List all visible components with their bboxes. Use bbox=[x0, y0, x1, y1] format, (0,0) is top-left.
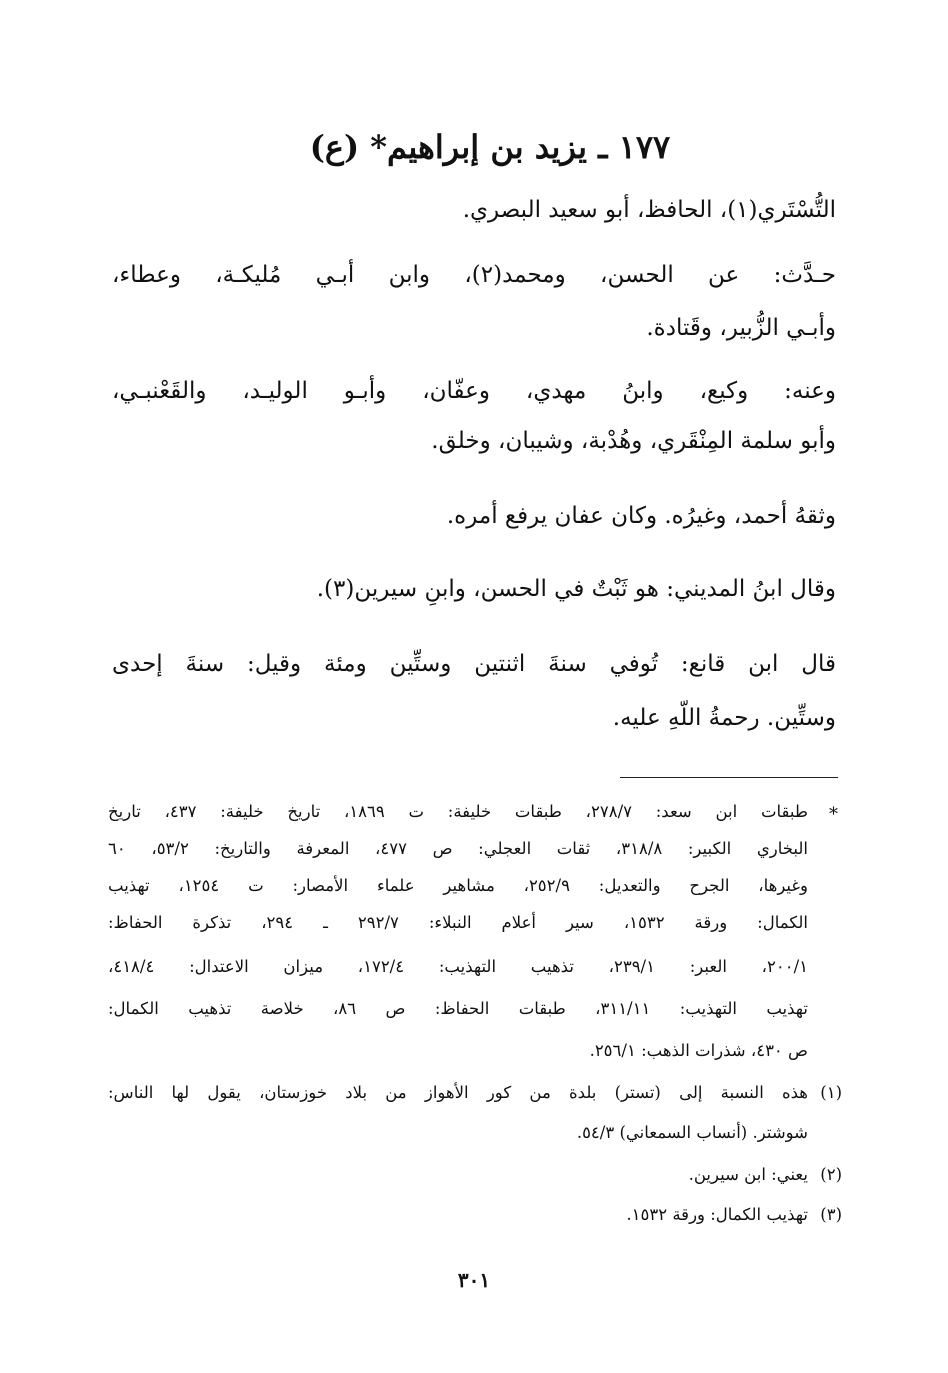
thiqa-line: وثقهُ أحمد، وغيرُه. وكان عفان يرفع أمره. bbox=[446, 503, 836, 529]
sources-line-3: وغيرها، الجرح والتعديل: ٢٥٢/٩، مشاهير علماء الأمصار: ت ١٢٥٤، تهذيب bbox=[108, 876, 808, 895]
sources-line-7: ص ٤٣٠، شذرات الذهب: ٢٥٦/١. bbox=[589, 1041, 808, 1060]
footnote-star-marker: * bbox=[829, 804, 838, 825]
footnote-3-text: تهذيب الكمال: ورقة ١٥٣٢. bbox=[626, 1205, 808, 1224]
sources-line-2: البخاري الكبير: ٣١٨/٨، ثقات العجلي: ص ٤٧٧، المعرفة والتاريخ: ٥٣/٢، ٦٠ bbox=[108, 839, 808, 858]
haddath-line-1: حـدَّث: عن الحسن، ومحمد(٢)، وابن أبـي مُليكـة، وعطاء، bbox=[112, 262, 837, 288]
sources-line-6: تهذيب التهذيب: ٣١١/١١، طبقات الحفاظ: ص ٨٦، خلاصة تذهيب الكمال: bbox=[108, 999, 808, 1018]
footnote-2-marker: (٢) bbox=[820, 1165, 842, 1184]
footnote-3-marker: (٣) bbox=[820, 1205, 842, 1224]
page-number: ٣٠١ bbox=[457, 1268, 491, 1292]
madini-line: وقال ابنُ المديني: هو ثَبْتٌ في الحسن، وابنِ سيرين(٣). bbox=[316, 576, 836, 602]
qani-line-2: وستِّين. رحمةُ اللّهِ عليه. bbox=[612, 705, 836, 731]
anhu-line-1: وعنه: وكيع، وابنُ مهدي، وعفّان، وأبـو الوليـد، والقَعْنبـي، bbox=[112, 378, 836, 404]
footnote-2-text: يعني: ابن سيرين. bbox=[688, 1165, 808, 1184]
footnote-separator bbox=[620, 777, 838, 778]
footnote-1-marker: (١) bbox=[820, 1083, 842, 1102]
anhu-line-2: وأبو سلمة المِنْقَري، وهُدْبة، وشيبان، وخلق. bbox=[431, 428, 836, 454]
sources-line-1: طبقات ابن سعد: ٢٧٨/٧، طبقات خليفة: ت ١٨٦٩، تاريخ خليفة: ٤٣٧، تاريخ bbox=[108, 802, 808, 821]
footnote-1-line-2: شوشتر. (أنساب السمعاني) ٥٤/٣. bbox=[576, 1123, 808, 1142]
footnote-1-line-1: هذه النسبة إلى (تستر) بلدة من كور الأهواز من بلاد خوزستان، يقول لها الناس: bbox=[108, 1083, 808, 1102]
haddath-line-2: وأبـي الزُّبير، وقَتادة. bbox=[646, 315, 836, 341]
qani-line-1: قال ابن قانع: تُوفي سنةَ اثنتين وستِّين ومئة وقيل: سنةَ إحدى bbox=[112, 651, 836, 677]
nisba-line: التُّسْتَري(١)، الحافظ، أبو سعيد البصري. bbox=[462, 197, 836, 223]
sources-line-4: الكمال: ورقة ١٥٣٢، سير أعلام النبلاء: ٢٩٢/٧ ـ ٢٩٤، تذكرة الحفاظ: bbox=[108, 913, 808, 932]
entry-heading: ١٧٧ ـ يزيد بن إبراهيم* (ع) bbox=[309, 128, 671, 166]
sources-line-5: ٢٠٠/١، العبر: ٢٣٩/١، تذهيب التهذيب: ١٧٢/٤، ميزان الاعتدال: ٤١٨/٤، bbox=[108, 957, 808, 976]
